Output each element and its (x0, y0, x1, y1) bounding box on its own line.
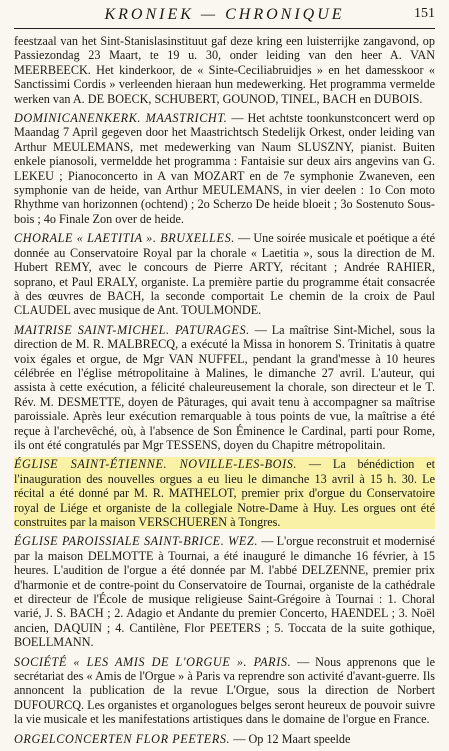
item-text: — Op 12 Maart speelde (233, 731, 351, 746)
article-body (14, 34, 435, 751)
page-header (14, 2, 435, 29)
item-text: — L'orgue reconstruit et modernisé par la maison DELMOTTE à Tournai, a été inauguré le dimanche 16 février, à 15 heures. L'audition de l'orgue a été donnée par M. l'abbé DELZENNE, premier prix d'harmonie et de contre-point du Conservatoire de Tournai, organiste de la cathédrale et directeur de l'École de musique religieuse Saint-Grégoire à Tournai : 1. Choral varié, J. S. BACH ; 2. Adagio et Andante du premier Concerto, HAENDEL ; 3. Noël ancien, DAQUIN ; 4. Cantilène, Flor PEETERS ; 5. Toccata de la suite gothique, BOELLMANN. (14, 534, 435, 650)
item-heading: ÉGLISE PAROISSIALE SAINT-BRICE. WEZ. (14, 534, 258, 549)
item-text: — La bénédiction et l'inauguration des nouvelles orgues a eu lieu le dimanche 13 avril à 15 h. 30. Le récital a été donné par M. R. MATHELOT, premier prix d'orgue du Conservatoire royal de Liége et organiste de la collegiale Notre-Dame à Huy. Les orgues ont été construites par la maison VERSCHUEREN à Tongres. (14, 457, 435, 529)
running-title: KRONIEK — CHRONIQUE (104, 6, 345, 23)
item-heading: CHORALE « LAETITIA ». BRUXELLES. (14, 231, 235, 246)
news-item-peeters (14, 732, 435, 746)
item-heading: DOMINICANENKERK. MAASTRICHT. (14, 111, 228, 126)
item-text: — La maîtrise Sint-Michel, sous la direction de M. R. MALBRECQ, a exécuté la Missa in honorem S. Trinitatis à quatre voix égales et orgue, de Mgr VAN NUFFEL, pendant la grand'messe à 10 heures célébrée en l'église métropolitaine à Malines, le dimanche 27 avril. L'auteur, qui assista à cette exécution, a félicité chaleureusement la chorale, son directeur et le T. Rév. M. DESMETTE, doyen de Pâturages, qui avait tenu à accompagner sa maîtrise paroissiale. Après leur exécution remarquable à tous points de vue, la maîtrise a été reçue à l'archevêché, où, à l'absence de Son Éminence le Cardinal, parti pour Rome, ils ont été congratulés par Mgr TESSENS, doyen du Chapitre métropolitain. (14, 322, 436, 452)
item-heading: ÉGLISE SAINT-ÉTIENNE. NOVILLE-LES-BOIS. (14, 457, 298, 472)
news-item-paris (14, 655, 435, 727)
item-text: — Het achtste toonkunstconcert werd op Maandag 7 April gegeven door het Maastrichtsch Stedelijk Orkest, onder leiding van Arthur MEULEMANS, met medewerking van Naum SLUSZNY, pianist. Buiten enkele pianosoli, vermeldde het programma : Fantaisie sur deux airs angevins van G. LEKEU ; Pianoconcerto in A van MOZART en de 7e symphonie Zwaneven, een symphonie van de heide, van Arthur MEULEMANS, in vier deelen : 1o Con moto Rhythme van horizonnen (ochtend) ; 2o Scherzo De heide bloeit ; 3o Sostenuto Sous-bois ; 4o Finale Zon over de heide. (14, 111, 435, 226)
news-item-wez (14, 534, 435, 649)
news-item-laetitia (14, 231, 435, 317)
paragraph-continuation (14, 34, 435, 106)
news-item-maastricht (14, 111, 435, 226)
item-heading: MAITRISE SAINT-MICHEL. PATURAGES. (14, 322, 250, 337)
paragraph-text: feestzaal van het Sint-Stanislasinstituut gaf deze kring een luisterrijke zangavond, op Passiezondag 23 Maart, te 19 u. 30, onder leiding van den heer A. VAN MEERBEECK. Het kinderkoor, de « Sinte-Ceciliabruidjes » en het damesskoor « Sanctissimi Cordis » verleenden hieraan hun medewerking. Het programma vermelde werken van A. DE BOECK, SCHUBERT, GOUNOD, TINEL, BACH en DUBOIS. (14, 34, 435, 106)
item-heading: ORGELCONCERTEN FLOR PEETERS. (14, 731, 231, 746)
news-item-noville-highlighted (14, 457, 435, 529)
item-text: — Une soirée musicale et poétique a été donnée au Conservatoire Royal par la chorale « Laetitia », sous la direction de M. Hubert REMY, avec le concours de Pierre ARTY, récitant ; Andrée RAHIER, soprano, et Paul ERALY, organiste. La première partie du programme était consacrée à des œuvres de BACH, la seconde comportait Le chemin de la croix de Paul CLAUDEL avec musique de Ant. TOULMONDE. (14, 231, 435, 318)
item-text: — Nous apprenons que le secrétariat des « Amis de l'Orgue » à Paris va reprendre son activité d'avant-guerre. Ils annoncent la publication de la revue L'Orgue, sous la direction de Norbert DUFOURCQ. Les organistes et organologues belges seront heureux de pouvoir suivre la vie musicale et les manifestations artistiques dans le domaine de l'orgue en France. (14, 654, 435, 727)
news-item-paturages (14, 323, 435, 453)
item-heading: SOCIÉTÉ « LES AMIS DE L'ORGUE ». PARIS. (14, 654, 292, 669)
page-number: 151 (414, 6, 435, 21)
